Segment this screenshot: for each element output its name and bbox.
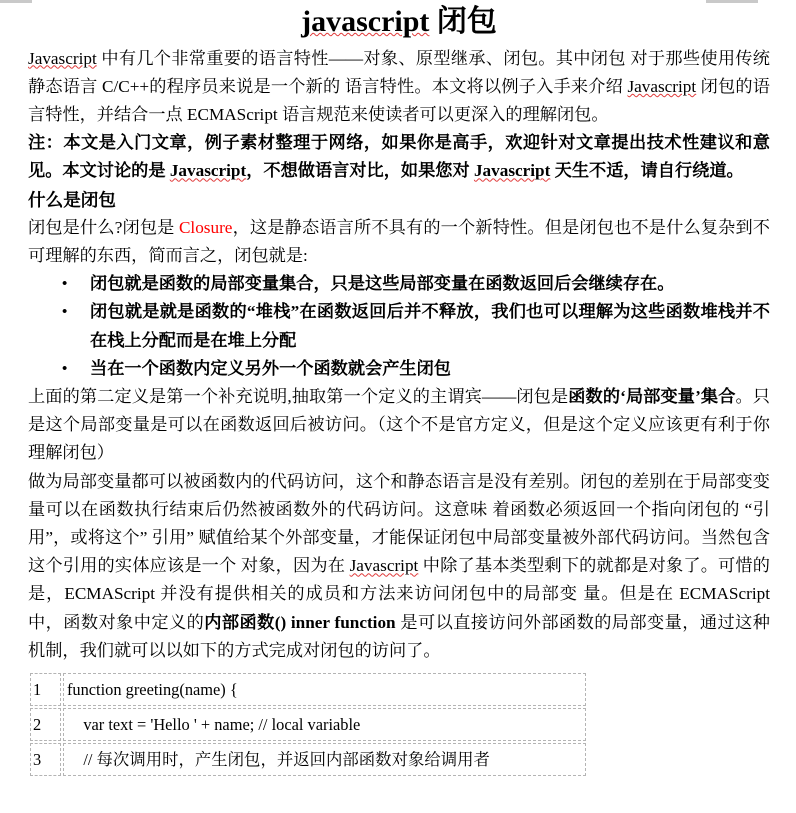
page-title: javascript 闭包 <box>301 5 497 38</box>
intro-javascript-term-1: Javascript <box>28 48 97 68</box>
second-definition-text-2: 。只是这个局部变量是可以在函数返回后被访问。（这个不是官方定义，但是这个定义应该更有利于你理解闭包） <box>28 387 770 463</box>
code-line-content[interactable]: // 每次调用时，产生闭包，并返回内部函数对象给调用者 <box>63 743 586 776</box>
explanation-text-3: 是可以直接访问外部函数的局部变量，通过这种机制，我们就可以以如下的方式完成对闭包的访问了。 <box>28 612 770 660</box>
section-heading-what-is-closure: 什么是闭包 <box>28 189 116 210</box>
code-block <box>28 671 588 778</box>
closure-question-text-2: ，这是静态语言所不具有的一个新特性。但是闭包也不是什么复杂到不可理解的东西，简而言之，闭包就是: <box>28 217 770 266</box>
code-line-number: 1 <box>30 673 61 706</box>
document-content <box>28 0 770 778</box>
intro-text-2: 闭包的语言特性，并结合一点 ECMAScript 语言规范来使读者可以更深入的理解闭包。 <box>28 76 770 124</box>
list-item-label: 闭包就是就是函数的“堆栈”在函数返回后并不释放，我们也可以理解为这些函数堆栈并不在栈上分配而是在堆上分配 <box>90 302 770 350</box>
paragraph-second-definition <box>28 383 770 468</box>
page-title-spellchecked: javascript <box>301 5 430 38</box>
paragraph-intro <box>28 45 770 130</box>
closure-keyword: Closure <box>178 217 233 237</box>
list-item <box>28 270 770 298</box>
paragraph-note <box>28 129 770 185</box>
note-text-1: 注：本文是入门文章，例子素材整理于网络，如果你是高手，欢迎针对文章提出技术性建议和意见。本文讨论的是 <box>28 133 770 181</box>
explanation-javascript-term: Javascript <box>349 556 419 576</box>
intro-text-1: 中有几个非常重要的语言特性——对象、原型继承、闭包。其中闭包 对于那些使用传统静态语言 C/C++的程序员来说是一个新的 语言特性。本文将以例子入手来介绍 <box>28 48 770 96</box>
code-line-row <box>30 708 586 741</box>
explanation-emphasis-inner-function: 内部函数() inner function <box>204 612 396 632</box>
paragraph-closure-question <box>28 214 770 270</box>
list-item-label: 闭包就是函数的局部变量集合，只是这些局部变量在函数返回后会继续存在。 <box>90 274 675 294</box>
code-line-content[interactable]: function greeting(name) { <box>63 673 586 706</box>
list-item <box>28 298 770 354</box>
list-item <box>28 355 770 383</box>
code-line-row <box>30 673 586 706</box>
note-text-3: 天生不适，请自行绕道。 <box>550 161 744 181</box>
code-line-number: 3 <box>30 743 61 776</box>
explanation-text-2: 中除了基本类型剩下的就都是对象了。可惜的是，ECMAScript 并没有提供相关的成员和方法来访问闭包中的局部变 量。但是在 ECMAScript 中，函数对象中定义的 <box>28 556 770 632</box>
second-definition-text-1: 上面的第二定义是第一个补充说明,抽取第一个定义的主谓宾——闭包是 <box>28 387 569 407</box>
note-javascript-term-1: Javascript <box>169 161 247 181</box>
code-line-content[interactable]: var text = 'Hello ' + name; // local variable <box>63 708 586 741</box>
code-line-row <box>30 743 586 776</box>
second-definition-emphasis: 函数的‘局部变量’集合 <box>568 387 736 407</box>
note-text-2: ，不想做语言对比，如果您对 <box>246 161 474 181</box>
closure-question-text-1: 闭包是什么?闭包是 <box>28 217 179 237</box>
explanation-text-1: 做为局部变量都可以被函数内的代码访问，这个和静态语言是没有差别。闭包的差别在于局部变变量可以在函数执行结束后仍然被函数外的代码访问。这意味 着函数必须返回一个指向闭包的 “引用”，或将这个” 引用” 赋值给某个外部变量，才能保证闭包中局部变量被外部代码访问。当然包含这个引用的实体应该是一个 对象，因为在 <box>28 471 770 576</box>
closure-definition-list <box>28 270 770 383</box>
code-line-number: 2 <box>30 708 61 741</box>
list-item-label: 当在一个函数内定义另外一个函数就会产生闭包 <box>90 358 451 378</box>
intro-javascript-term-2: Javascript <box>627 76 697 96</box>
paragraph-local-variable-explanation <box>28 468 770 665</box>
note-javascript-term-2: Javascript <box>473 161 551 181</box>
